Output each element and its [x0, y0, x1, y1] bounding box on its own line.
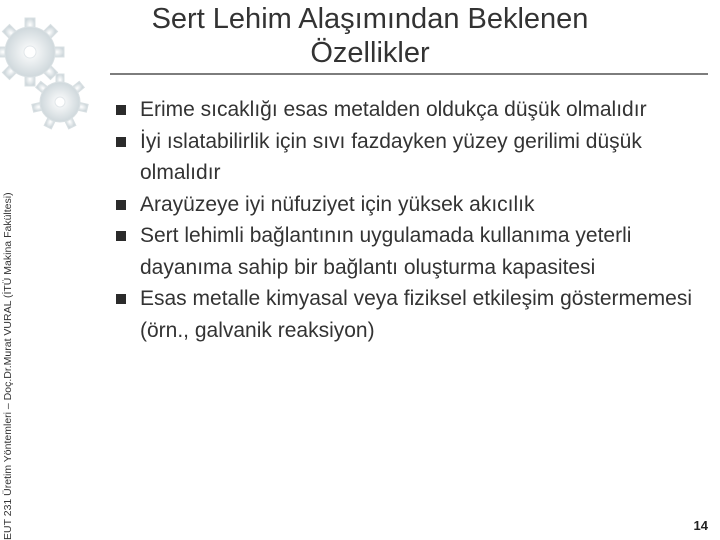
bullet-item [116, 283, 711, 346]
bullet-text: İyi ıslatabilirlik için sıvı fazdayken yüzey gerilimi düşük olmalıdır [140, 129, 642, 184]
side-caption: EUT 231 Üretim Yöntemleri – Doç.Dr.Murat VURAL (İTÜ Makina Fakültesi) [2, 192, 14, 540]
bullet-list [116, 94, 711, 346]
bullet-item [116, 126, 711, 189]
bullet-text: Erime sıcaklığı esas metalden oldukça düşük olmalıdır [140, 98, 647, 121]
square-bullet-icon [116, 105, 126, 115]
slide-title: Sert Lehim Alaşımından Beklenen Özellikler [151, 3, 589, 69]
bullet-item [116, 220, 711, 283]
bullet-text: Sert lehimli bağlantının uygulamada kullanıma yeterli dayanıma sahip bir bağlantı oluşturma kapasitesi [140, 224, 632, 279]
square-bullet-icon [116, 294, 126, 304]
bullet-item [116, 94, 711, 126]
square-bullet-icon [116, 137, 126, 147]
title-divider [110, 73, 708, 75]
slide-content [116, 94, 711, 346]
page-number: 14 [693, 518, 708, 533]
bullet-text: Esas metalle kimyasal veya fiziksel etkileşim göstermemesi (örn., galvanik reaksiyon) [140, 287, 692, 342]
bullet-item [116, 189, 711, 221]
gears-icon [0, 0, 110, 150]
bullet-text: Arayüzeye iyi nüfuziyet için yüksek akıcılık [140, 192, 535, 216]
square-bullet-icon [116, 200, 126, 210]
square-bullet-icon [116, 231, 126, 241]
